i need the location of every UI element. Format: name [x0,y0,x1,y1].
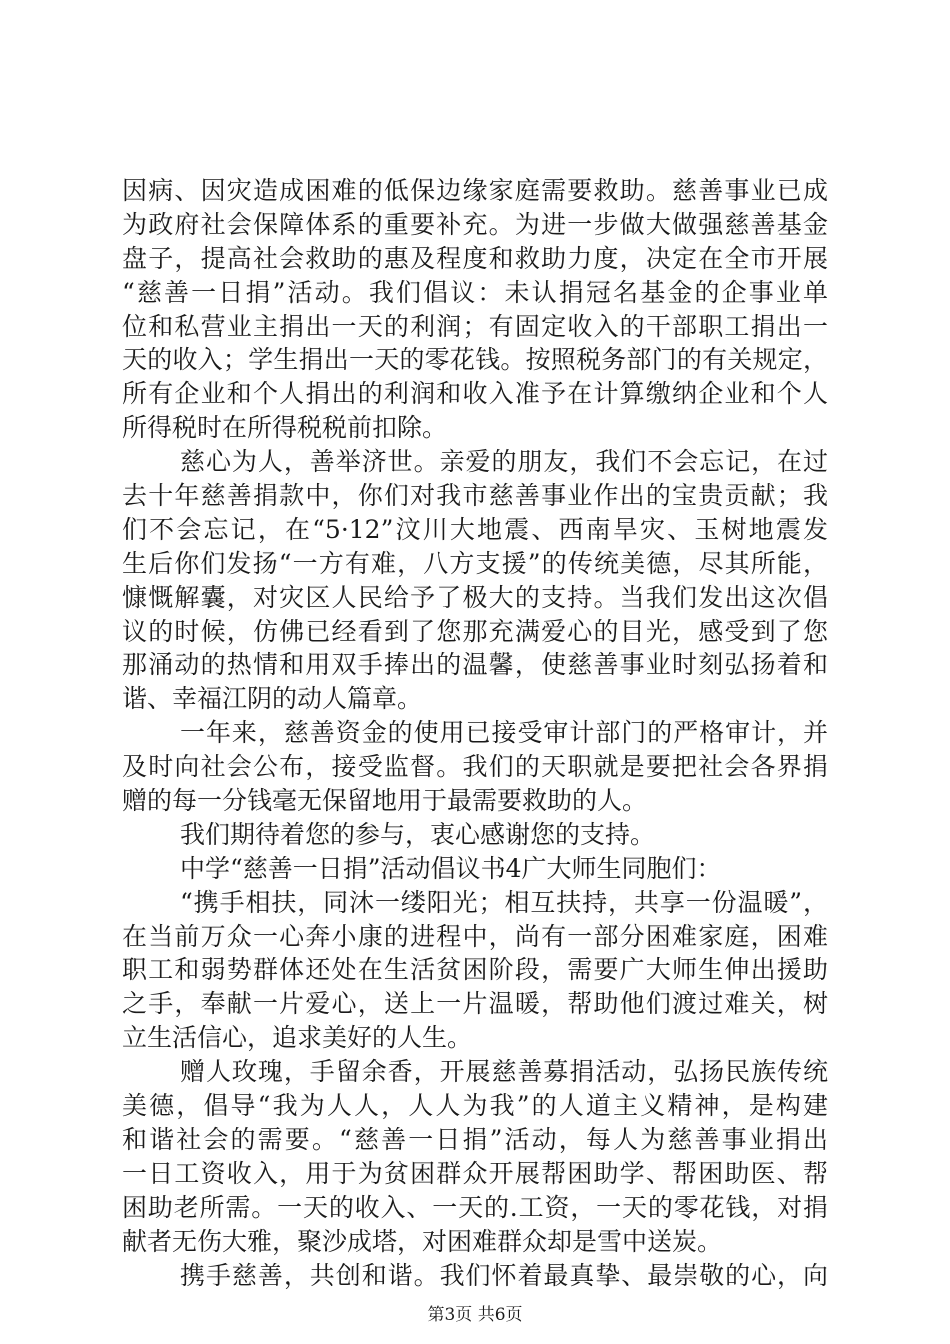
text-line: 为政府社会保障体系的重要补充。为进一步做大做强慈善基金 [122,209,828,239]
text-line: 那涌动的热情和用双手捧出的温馨，使慈善事业时刻弘扬着和 [122,650,828,680]
text-line: 立生活信心，追求美好的人生。 [122,1023,473,1053]
text-line: 及时向社会公布，接受监督。我们的天职就是要把社会各界捐 [122,752,828,782]
text-line: 所得税时在所得税税前扣除。 [122,413,448,443]
text-line: 去十年慈善捐款中，你们对我市慈善事业作出的宝贵贡献；我 [122,481,828,511]
page-footer: 第3页 共6页 [427,1305,523,1325]
text-line: 之手，奉献一片爱心，送上一片温暖，帮助他们渡过难关，树 [122,989,828,1019]
paragraph-first-line: “携手相扶，同沐一缕阳光；相互扶持，共享一份温暖”， [180,887,828,917]
text-line: 因病、因灾造成困难的低保边缘家庭需要救助。慈善事业已成 [122,176,828,205]
text-line: 一日工资收入，用于为贫困群众开展帮困助学、帮困助医、帮 [122,1158,828,1188]
text-line: 献者无伤大雅，聚沙成塔，对困难群众却是雪中送炭。 [122,1226,723,1256]
paragraph-first-line: 一年来，慈善资金的使用已接受审计部门的严格审计，并 [180,718,828,748]
text-line: 生后你们发扬“一方有难，八方支援”的传统美德，尽其所能， [122,548,828,578]
text-line: 盘子，提高社会救助的惠及程度和救助力度，决定在全市开展 [122,243,828,273]
paragraph-first-line: 中学“慈善一日捐”活动倡议书4广大师生同胞们： [180,853,722,883]
text-line: 赠的每一分钱毫无保留地用于最需要救助的人。 [122,786,648,816]
document-body [122,174,828,1292]
text-line: 议的时候，仿佛已经看到了您那充满爱心的目光，感受到了您 [122,616,828,646]
text-line: 所有企业和个人捐出的利润和收入准予在计算缴纳企业和个人 [122,379,828,409]
text-line: “慈善一日捐”活动。我们倡议：未认捐冠名基金的企事业单 [122,277,828,307]
text-line: 在当前万众一心奔小康的进程中，尚有一部分困难家庭，困难 [122,921,828,951]
text-line: 和谐社会的需要。“慈善一日捐”活动，每人为慈善事业捐出 [122,1124,828,1154]
text-line: 们不会忘记，在“5·12”汶川大地震、西南旱灾、玉树地震发 [122,514,828,544]
text-line: 困助老所需。一天的收入、一天的.工资，一天的零花钱，对捐 [122,1192,828,1222]
paragraph-first-line: 我们期待着您的参与，衷心感谢您的支持。 [180,819,656,849]
text-line: 位和私营业主捐出一天的利润；有固定收入的干部职工捐出一 [122,311,828,341]
text-line: 谐、幸福江阴的动人篇章。 [122,684,423,714]
text-line: 美德，倡导“我为人人，人人为我”的人道主义精神，是构建 [122,1091,828,1121]
text-line: 职工和弱势群体还处在生活贫困阶段，需要广大师生伸出援助 [122,955,828,985]
paragraph-first-line: 赠人玫瑰，手留余香，开展慈善募捐活动，弘扬民族传统 [180,1057,828,1087]
text-line: 慷慨解囊，对灾区人民给予了极大的支持。当我们发出这次倡 [122,582,828,612]
paragraph-first-line: 携手慈善，共创和谐。我们怀着最真挚、最崇敬的心，向 [180,1260,828,1290]
paragraph-first-line: 慈心为人，善举济世。亲爱的朋友，我们不会忘记，在过 [180,447,828,477]
text-line: 天的收入；学生捐出一天的零花钱。按照税务部门的有关规定， [122,345,828,375]
